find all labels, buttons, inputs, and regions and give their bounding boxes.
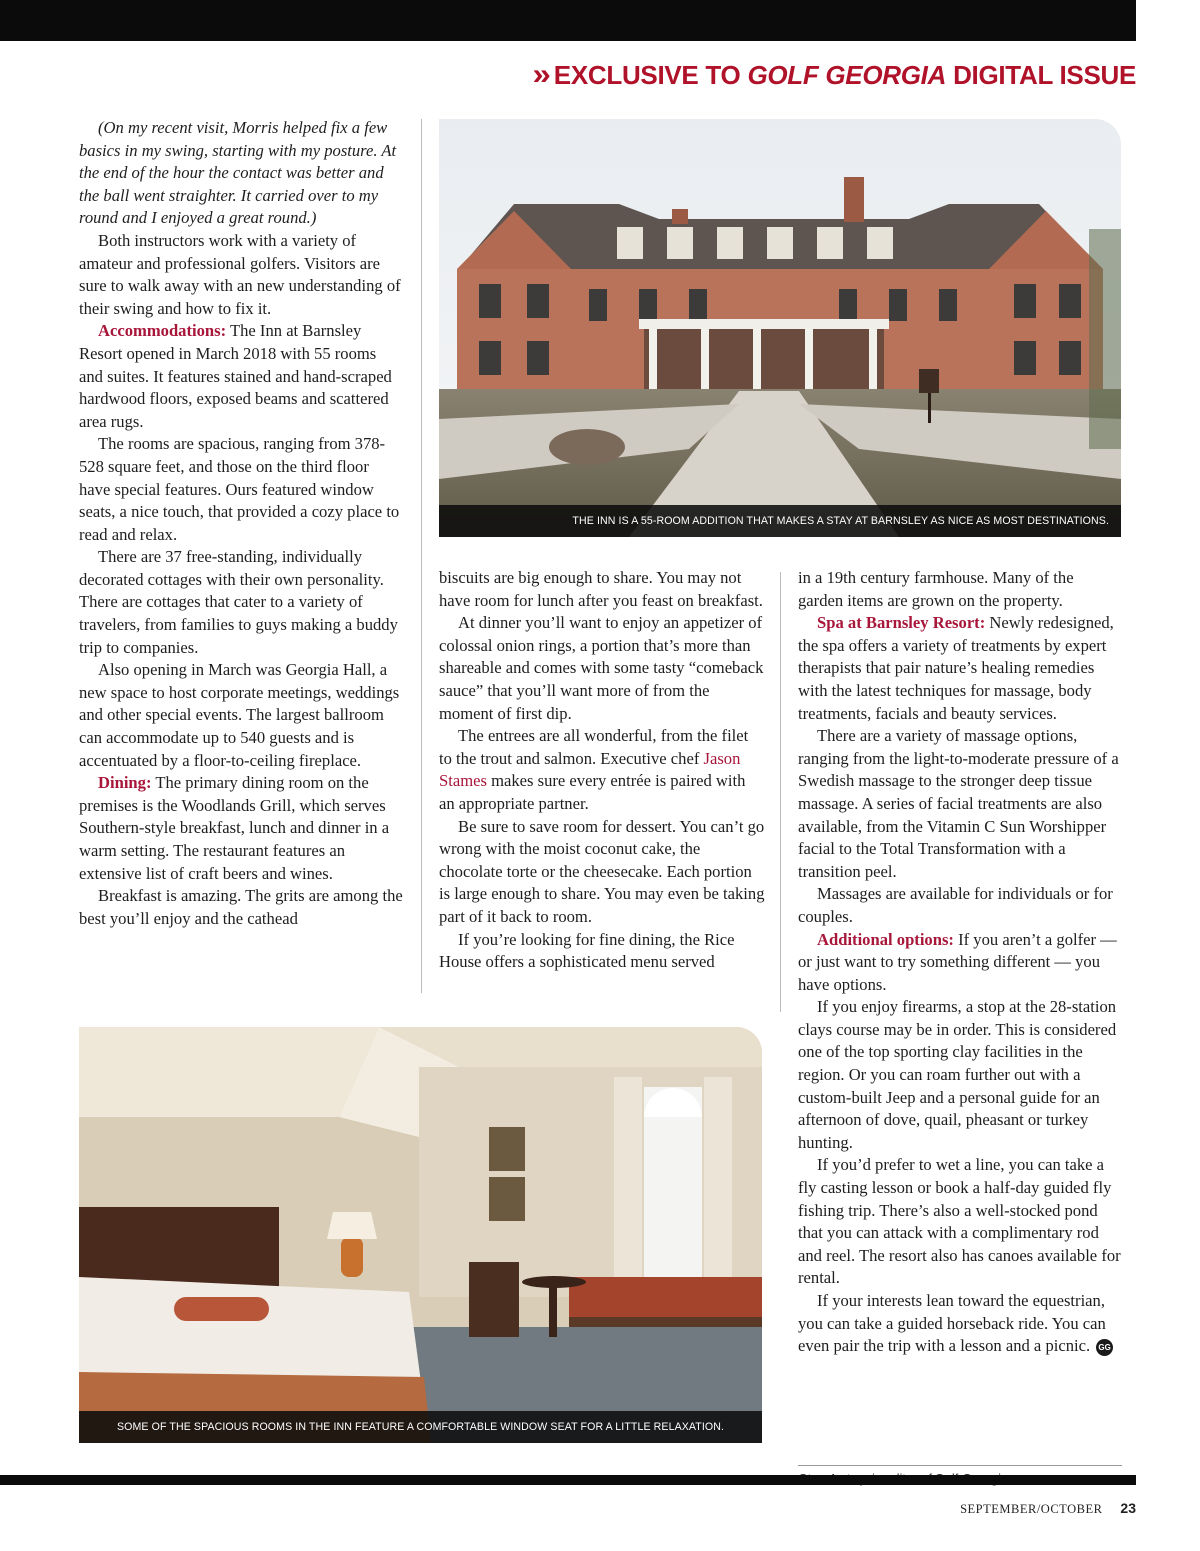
column-divider [421, 119, 422, 993]
column-divider [780, 572, 781, 1012]
paragraph: There are a variety of massage options, ranging from the light-to-moderate pressure of a Swedish massage to the stronger deep tissue massage. A series of facial treatments are also available, from the Vitamin C Sun Worshipper facial to the Total Transformation with a transition peel. [798, 726, 1119, 881]
header-magazine: GOLF GEORGIA [747, 59, 947, 90]
inn-illustration [439, 119, 1121, 537]
paragraph: If you enjoy firearms, a stop at the 28-station clays course may be in order. This is considered one of the top sporting clay facilities in the region. Or you can roam further out with a custom-built Jeep and a personal guide for an afternoon of dove, quail, pheasant or turkey hunting. [798, 997, 1117, 1152]
paragraph: There are 37 free-standing, individually decorated cottages with their own personality. There are cottages that cater to a variety of travelers, from families to guys making a buddy trip to companies. [79, 547, 398, 657]
page-number: 23 [1120, 1500, 1136, 1516]
paragraph-text: makes sure every entrée is paired with an appropriate partner. [439, 771, 746, 813]
page-footer [960, 1500, 1136, 1517]
paragraph-text: Newly redesigned, the spa offers a variety of treatments by expert therapists that pair nature’s healing remedies with the latest techniques for massage, body treatments, facials and beauty services. [798, 613, 1114, 723]
inn-room-photo [79, 1027, 762, 1443]
paragraph-accommodations [79, 320, 403, 433]
bottom-black-bar [0, 1475, 1136, 1485]
paragraph: The rooms are spacious, ranging from 378-528 square feet, and those on the third floor have special features. Ours featured window seats, a nice touch, that provided a cozy place to read and relax. [79, 434, 400, 544]
section-header [533, 58, 1136, 92]
paragraph-text: The entrees are all wonderful, from the filet to the trout and salmon. Executive chef [439, 726, 749, 768]
inn-exterior-photo [439, 119, 1121, 537]
paragraph-additional-options [798, 929, 1122, 997]
header-prefix: EXCLUSIVE TO [553, 59, 741, 90]
gg-end-mark-icon: GG [1096, 1339, 1113, 1356]
run-in-head: Additional options: [817, 929, 954, 949]
paragraph: At dinner you’ll want to enjoy an appetizer of colossal onion rings, a portion that’s more than shareable and comes with some tasty “comeback sauce” that you’ll want more of from the moment of first dip. [439, 613, 764, 723]
paragraph: Breakfast is amazing. The grits are among the best you’ll enjoy and the cathead [79, 886, 403, 928]
run-in-head: Dining: [98, 773, 152, 793]
paragraph: Both instructors work with a variety of amateur and professional golfers. Visitors are sure to walk away with an new understanding of their swing and how to fix it. [79, 230, 401, 318]
paragraph-final [798, 1290, 1122, 1358]
paragraph: (On my recent visit, Morris helped fix a few basics in my swing, starting with my posture. At the end of the hour the contact was better and the ball went straighter. It carried over to my round and I enjoyed a great round.) [79, 118, 397, 228]
inn-photo-caption: THE INN IS A 55-ROOM ADDITION THAT MAKES A STAY AT BARNSLEY AS NICE AS MOST DESTINATIONS. [439, 505, 1121, 537]
room-photo-caption: SOME OF THE SPACIOUS ROOMS IN THE INN FEATURE A COMFORTABLE WINDOW SEAT FOR A LITTLE RELAXATION. [79, 1411, 762, 1443]
paragraph: Be sure to save room for dessert. You can’t go wrong with the moist coconut cake, the chocolate torte or the cheesecake. Each portion is large enough to share. You may even be taking part of it back to room. [439, 816, 765, 926]
article-column-3 [798, 567, 1122, 1358]
paragraph: Massages are available for individuals or for couples. [798, 884, 1113, 926]
paragraph: in a 19th century farmhouse. Many of the garden items are grown on the property. [798, 568, 1074, 610]
article-column-2 [439, 567, 765, 974]
paragraph: Also opening in March was Georgia Hall, a new space to host corporate meetings, weddings and other special events. The largest ballroom can accommodate up to 540 guests and is accentuated by a floor-to-ceiling fireplace. [79, 660, 400, 770]
paragraph-text: If your interests lean toward the equestrian, you can take a guided horseback ride. You can even pair the trip with a lesson and a picnic. [798, 1291, 1106, 1356]
paragraph-text: The Inn at Barnsley Resort opened in March 2018 with 55 rooms and suites. It features stained and hand-scraped hardwood floors, exposed beams and scattered area rugs. [79, 321, 392, 431]
run-in-head: Spa at Barnsley Resort: [817, 613, 986, 633]
paragraph-dining [79, 772, 403, 885]
paragraph: biscuits are big enough to share. You may not have room for lunch after you feast on breakfast. [439, 568, 763, 610]
paragraph-spa [798, 612, 1122, 725]
top-black-bar [0, 0, 1136, 41]
room-illustration [79, 1027, 762, 1443]
byline-rule [798, 1465, 1122, 1466]
run-in-head: Accommodations: [98, 321, 227, 341]
issue-date: SEPTEMBER/OCTOBER [960, 1502, 1103, 1516]
double-chevron-icon: » [532, 58, 545, 91]
article-column-1 [79, 117, 403, 930]
paragraph: If you’d prefer to wet a line, you can take a fly casting lesson or book a half-day guided fly fishing trip. There’s also a well-stocked pond that you can attack with a complimentary rod and reel. The resort also has canoes available for rental. [798, 1155, 1121, 1288]
paragraph-text: The primary dining room on the premises is the Woodlands Grill, which serves Southern-style breakfast, lunch and dinner in a warm setting. The restaurant features an extensive list of craft beers and wines. [79, 773, 390, 883]
paragraph-text: If you aren’t a golfer — or just want to try something different — you have options. [798, 929, 1117, 994]
paragraph: If you’re looking for fine dining, the Rice House offers a sophisticated menu served [439, 929, 735, 972]
paragraph-entrees [439, 725, 765, 815]
header-suffix: DIGITAL ISSUE [953, 59, 1136, 90]
chef-name-link[interactable]: Jason Stames [439, 748, 741, 791]
